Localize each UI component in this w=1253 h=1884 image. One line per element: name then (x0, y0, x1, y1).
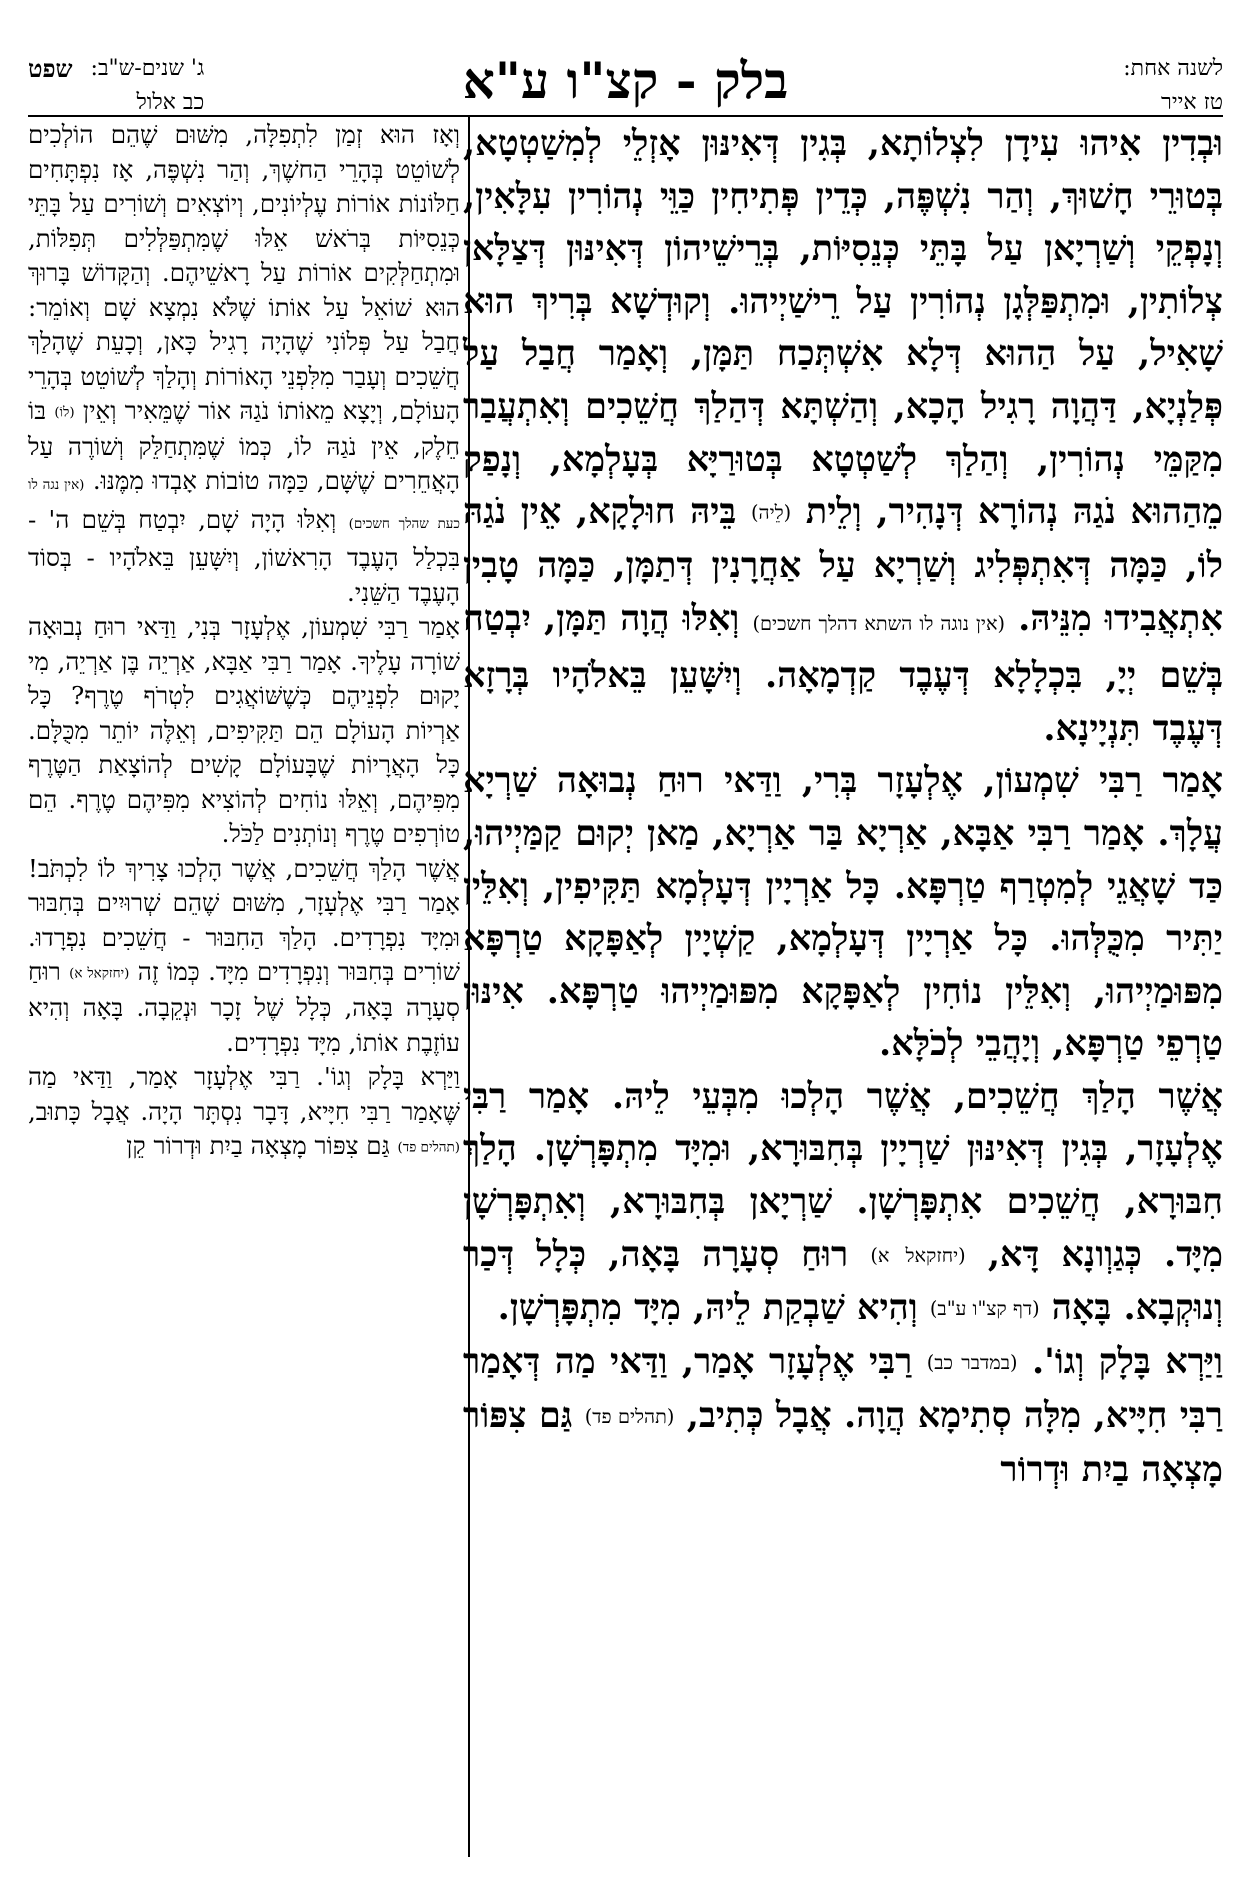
main-p3c-text: וְהִיא שַׁבְקַת לֵיהּ, מִיָּד מִתְפָּרְשָׁן. (497, 1287, 918, 1329)
side-p1c-text: וְאִלּוּ הָיָה שָׁם, יִבְטַח בְּשֵׁם ה' - בִּכְלַל הָעֶבֶד הָרִאשׁוֹן, וְיִשָּׁעֵן בֵּאלֹהָיו - בְּסוֹד הָעֶבֶד הַשֵּׁנִי. (28, 504, 460, 607)
translation-column (28, 118, 460, 1165)
main-p4-text: וַיַּרְא בָּלָק וְגוֹ'. (1031, 1341, 1223, 1383)
main-p2-text: אָמַר רַבִּי שִׁמְעוֹן, אֶלְעָזָר בְּרִי, וַדַּאי רוּחַ נְבוּאָה שַׁרְיָא עֲלָךְ. אָמַר רַבִּי אַבָּא, אַרְיָא בַּר אַרְיָא, מַאן יְקוּם קַמַּיְיהוּ, כַּד שָׁאֲגֵי לְמִטְרַף טַרְפָּא. כָּל אַרְיָין דְּעָלְמָא תַּקִּיפִין, וְאִלֵּין יַתִּיר מִכֻּלְּהוּ. כָּל אַרְיָין דְּעָלְמָא, קַשְׁיָין לְאַפָּקָא טַרְפָּא מִפּוּמַיְיהוּ, וְאִלֵּין נוֹחִין לְאַפָּקָא מִפּוּמַיְיהוּ טַרְפָּא. אִינּוּן טַרְפֵי טַרְפָּא, וְיָהֲבֵי לְכֹלָּא. (463, 760, 1223, 1065)
page-title: בלק - קצ"ו ע"א (462, 51, 789, 110)
main-p4-ref2: (תהלים פד) (584, 1405, 675, 1429)
side-p3b-text: רוּחַ סְעָרָה בָּאָה, כְּלָל שֶׁל זָכָר וּנְקֵבָה. בָּאָה וְהִיא עוֹזֶבֶת אוֹתוֹ, מִיָּד נִפְרָדִים. (28, 957, 460, 1057)
side-p4b-text: גַּם צִפּוֹר מָצְאָה בַיִת וּדְרוֹר קֵן (126, 1131, 390, 1160)
main-p1-text: וּבְדִין אִיהוּ עִידָן לִצְלוֹתָא, בְּגִין דְּאִינּוּן אָזְלֵי לְמִשַׁטְטָא, בְּטוּרֵי חָשׁוּךְ, וְהַר נִשְׁפֶּה, כְּדֵין פְּתִיחִין כַּוֵּי נְהוֹרִין עִלָּאִין, וְנָפְקֵי וְשַׁרְיָאן עַל בָּתֵּי כְּנֵסִיּוֹת, בְּרֵישֵׁיהוֹן דְּאִינּוּן דְּצַלָּאן צְלוֹתִין, וּמִתְפַּלְּגָן נְהוֹרִין עַל רֵישַׁיְיהוּ. וְקוּדְשָׁא בְּרִיךְ הוּא שָׁאִיל, עַל הַהוּא דְּלָא אִשְׁתְּכַח תַּמָּן, וְאָמַר חֲבַל עַל פְּלַנְיָא, דַּהֲוָה רָגִיל הָכָא, וְהַשְׁתָּא דְּהַלַךְ חֲשֵׁכִים וְאִתְעֲבַר מִקַּמֵּי נְהוֹרִין, וְהַלַךְ לְשַׁטְטָא בְּטוּרַיָּא בְּעָלְמָא, וְנָפַק מֵהַהוּא נֹגַהּ נְהוֹרָא דְּנָהִיר, וְלֵית (463, 123, 1223, 533)
main-p4c-text: גַּם צִפּוֹר מָצְאָה בַיִת וּדְרוֹר (463, 1395, 1223, 1490)
main-p3b-text: רוּחַ סְעָרָה בָּאָה, כְּלָל דְּכַר וְנוּקְבָא. בָּאָה (463, 1233, 1223, 1329)
side-p4-text: וַיַּרְא בָּלָק וְגוֹ'. רַבִּי אֶלְעָזָר אָמַר, וַדַּאי מַה שֶּׁאָמַר רַבִּי חִיָּיא, דָּבָר נִסְתָּר הָיָה. אֲבָל כָּתוּב, (28, 1062, 460, 1126)
header-right-line1: לשנה אחת: (1123, 56, 1223, 81)
main-paragraph-3 (463, 1071, 1223, 1336)
main-paragraph-2 (463, 755, 1223, 1071)
side-p1-text: וְאָז הוּא זְמַן לִתְפִלָּה, מִשּׁוּם שֶׁהֵם הוֹלְכִים לְשׁוֹטֵט בְּהָרֵי הַחשֶׁךְ, וְהַר נִשְׁפֶּה, אָז נִפְתָּחִים חַלּוֹנוֹת אוֹרוֹת עֶלְיוֹנִים, וְיוֹצְאִים וְשׁוֹרִים עַל בָּתֵּי כְּנֵסִיּוֹת בְּרֹאשׁ אֵלּוּ שֶׁמִּתְפַּלְּלִים תְּפִלּוֹת, וּמִתְחַלְּקִים אוֹרוֹת עַל רָאשֵׁיהֶם. וְהַקָּדוֹשׁ בָּרוּךְ הוּא שׁוֹאֵל עַל אוֹתוֹ שֶׁלֹּא נִמְצָא שָׁם וְאוֹמֵר: חֲבַל עַל פְּלוֹנִי שֶׁהָיָה רָגִיל כָּאן, וְכָעֵת שֶׁהָלַךְ חֲשֵׁכִים וְעָבַר מִלִּפְנֵי הָאוֹרוֹת וְהָלַךְ לְשׁוֹטֵט בְּהָרֵי הָעוֹלָם, וְיָצָא מֵאוֹתוֹ נֹגַהּ אוֹר שֶׁמֵּאִיר וְאֵין (28, 120, 460, 425)
page-header (28, 50, 1223, 115)
main-paragraph-1 (463, 118, 1223, 755)
header-left-label: שפט (28, 54, 73, 83)
main-paragraph-4 (463, 1336, 1223, 1496)
main-p1-note: (אין נוגה לו השתא דהלך חשכים) (752, 611, 1006, 635)
main-p1b-text: בֵּיהּ חוּלָקָא, אֵין נֹגַהּ לוֹ, כַּמָּה דְּאִתְפְּלִיג וְשַׁרְיָא עַל אַחֲרָנִין דְּתַמָּן, כַּמָּה טָבִין אִתְאֲבִידוּ מִנֵּיהּ. (463, 491, 1223, 639)
side-paragraph-1 (28, 118, 460, 610)
main-p1-ref: (לֵיה) (751, 501, 792, 525)
side-p3-ref: (יחזקאל א) (69, 965, 130, 982)
main-p3-text: אֲשֶׁר הָלַךְ חֲשֵׁכִים, אֲשֶׁר הָלְכוּ מִבְּעֵי לֵיהּ. אָמַר רַבִּי אֶלְעָזָר, בְּגִין דְּאִינּוּן שַׁרְיָין בְּחִבּוּרָא, וּמִיָּד מִתְפָּרְשָׁן. הָלַךְ חִבּוּרָא, חֲשֵׁכִים אִתְפָּרְשָׁן. שַׁרְיָאן בְּחִבּוּרָא, וְאִתְפָּרְשָׁן מִיָּד. כְּגַוְונָא דָּא, (463, 1075, 1223, 1275)
header-right-line2: טז אייר (1161, 90, 1223, 115)
side-p2-text: אָמַר רַבִּי שִׁמְעוֹן, אֶלְעָזָר בְּנִי, וַדַּאי רוּחַ נְבוּאָה שׁוֹרָה עָלֶיךָ. אָמַר רַבִּי אַבָּא, אַרְיֵה בֶּן אַרְיֵה, מִי יָקוּם לִפְנֵיהֶם כְּשֶׁשּׁוֹאֲגִים לִטְרֹף טֶרֶף? כָּל אַרְיוֹת הָעוֹלָם הֵם תַּקִּיפִים, וְאֵלֶּה יוֹתֵר מִכֻּלָּם. כָּל הָאֲרָיוֹת שֶׁבָּעוֹלָם קָשִׁים לְהוֹצָאַת הַטֶּרֶף מִפִּיהֶם, וְאֵלּוּ נוֹחִים לְהוֹצִיא מִפִּיהֶם טֶרֶף. הֵם טוֹרְפִים טֶרֶף וְנוֹתְנִים לַכֹּל. (28, 612, 460, 849)
side-paragraph-2 (28, 610, 460, 852)
header-left-line2: כב אלול (136, 90, 205, 115)
side-p1b-text: בּוֹ חֵלֶק, אֵין נֹגַהּ לוֹ, כְּמוֹ שֶׁמִּתְחַלֵּק וְשׁוֹרֶה עַל הָאֲחֵרִים שֶׁשָּׁם, כַּמָּה טוֹבוֹת אָבְדוּ מִמֶּנּוּ. (28, 396, 461, 496)
side-p1-ref: (לוֹ) (54, 404, 75, 421)
main-p3-ref: (יחזקאל א) (870, 1243, 966, 1267)
main-p4b-text: רַבִּי אֶלְעָזָר אָמַר, וַדַּאי מַה דְּאָמַר רַבִּי חִיָּיא, מִלָּה סְתִימָא הֲוָה. אֲבָל כְּתִיב, (463, 1341, 1223, 1437)
main-column (463, 118, 1223, 1496)
header-divider (28, 115, 1223, 117)
main-p1c-text: וְאִלּוּ הֲוָה תַּמָּן, יִבְטַח בְּשֵׁם יְיָ, בִּכְלָלָא דְּעֶבֶד קַדְמָאָה. וְיִשָּׁעֵן בֵּאלֹהָיו בְּרָזָא דְּעֶבֶד תִּנְיָינָא. (463, 597, 1223, 749)
main-p4-ref: (במדבר כב) (926, 1351, 1018, 1375)
header-left-line1: ג' שנים-ש"ב: (90, 56, 205, 81)
main-p3-ref2: (דף קצ"ו ע"ב) (929, 1297, 1040, 1321)
side-paragraph-3 (28, 852, 460, 1060)
side-paragraph-4 (28, 1060, 460, 1165)
side-p3-text: אֲשֶׁר הָלַךְ חֲשֵׁכִים, אֲשֶׁר הָלְכוּ צָרִיךְ לוֹ לִכְתֹּב! אָמַר רַבִּי אֶלְעָזָר, מִשּׁוּם שֶׁהֵם שְׁרוּיִים בְּחִבּוּר וּמִיָּד נִפְרָדִים. הָלַךְ הַחִבּוּר - חֲשֵׁכִים נִפְרָדוּ. שׁוֹרִים בְּחִבּוּר וְנִפְרָדִים מִיָּד. כְּמוֹ זֶה (28, 853, 460, 987)
header-left (28, 52, 204, 120)
side-p1-note: (אין נגה לו כעת שהלך חשכים) (28, 477, 460, 532)
side-p4-ref: (תהלים פד) (397, 1139, 460, 1156)
